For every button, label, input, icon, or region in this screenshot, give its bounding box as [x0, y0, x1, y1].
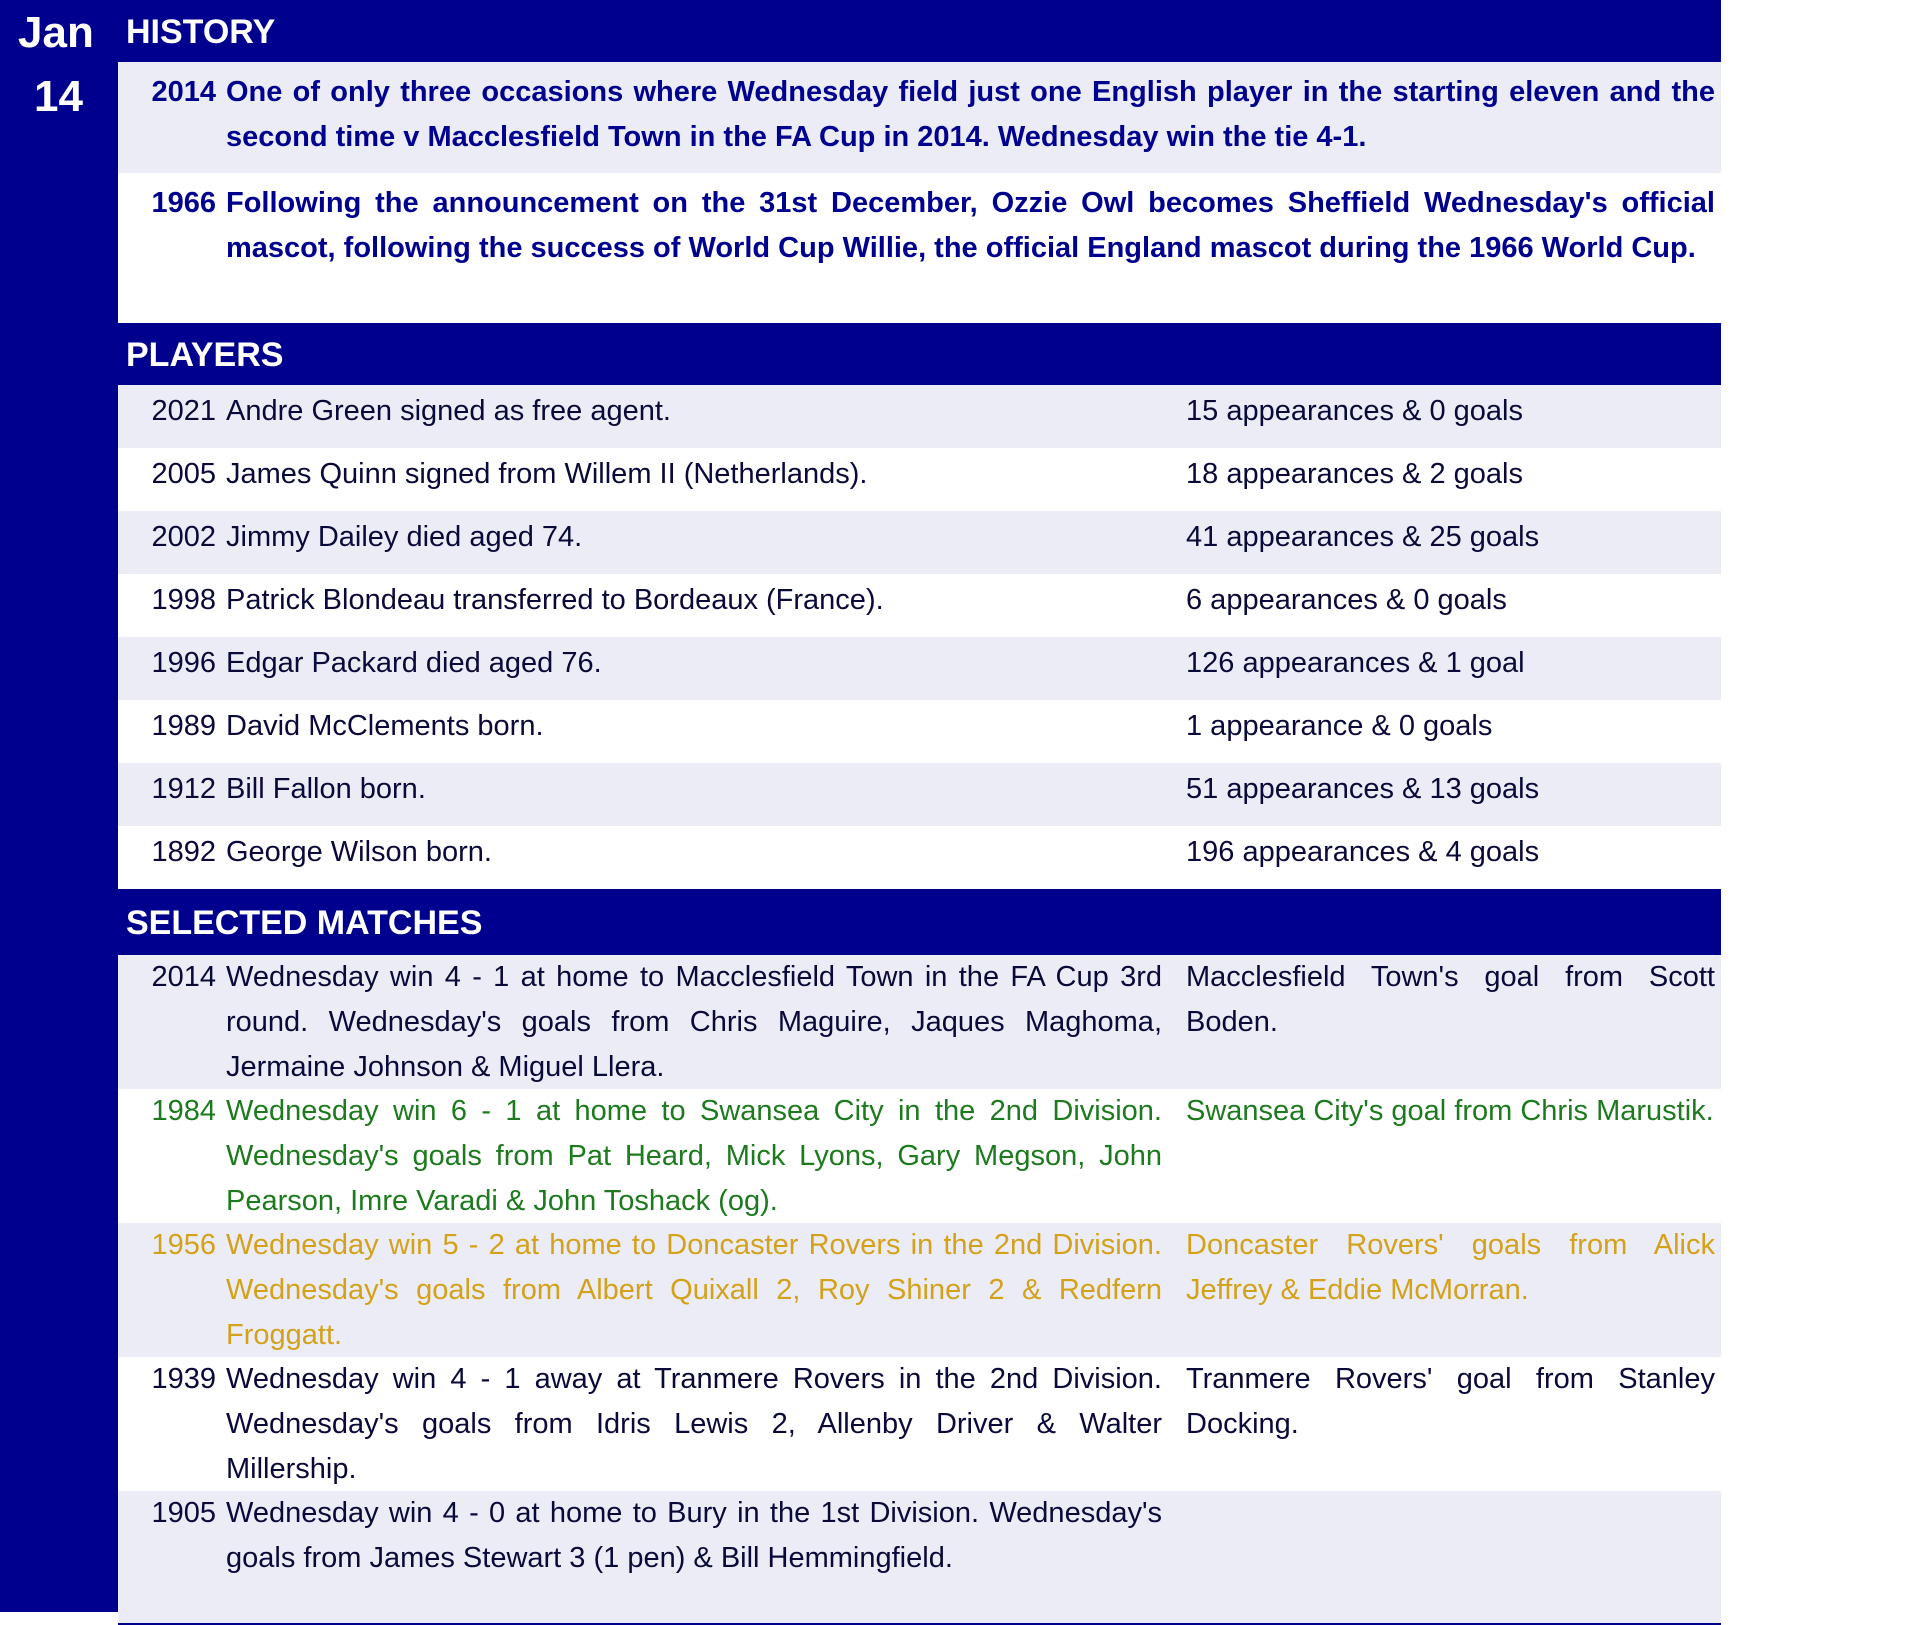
player-stats: 196 appearances & 4 goals [1186, 836, 1540, 868]
player-text: Jimmy Dailey died aged 74. [226, 521, 583, 553]
date-day: 14 [34, 72, 83, 121]
player-row [118, 763, 1721, 826]
history-text: One of only three occasions where Wednesday field just one English player in the starting eleven and the second time v Macclesfield Town in the FA Cup in 2014. Wednesday win the tie 4-1. [226, 76, 1715, 153]
players-header: PLAYERS [118, 323, 1721, 385]
player-row [118, 826, 1721, 889]
match-opponent-scorers: Macclesfield Town's goal from Scott Boden. [1186, 961, 1715, 1038]
date-sidebar [0, 0, 118, 1612]
match-text: Wednesday win 4 - 0 at home to Bury in the 1st Division. Wednesday's goals from James Stewart 3 (1 pen) & Bill Hemmingfield. [226, 1497, 1162, 1574]
match-text: Wednesday win 5 - 2 at home to Doncaster Rovers in the 2nd Division. Wednesday's goals from Albert Quixall 2, Roy Shiner 2 & Redfern Froggatt. [226, 1229, 1162, 1351]
history-year: 2014 [151, 76, 216, 108]
match-text: Wednesday win 4 - 1 at home to Macclesfield Town in the FA Cup 3rd round. Wednesday's goals from Chris Maguire, Jaques Maghoma, Jermaine Johnson & Miguel Llera. [226, 961, 1162, 1083]
player-text: Patrick Blondeau transferred to Bordeaux (France). [226, 584, 884, 616]
history-text: Following the announcement on the 31st December, Ozzie Owl becomes Sheffield Wednesday's official mascot, following the success of World Cup Willie, the official England mascot during the 1966 World Cup. [226, 187, 1715, 264]
match-year: 1956 [151, 1229, 216, 1261]
match-year: 1984 [151, 1095, 216, 1127]
match-row [118, 955, 1721, 1089]
player-text: Andre Green signed as free agent. [226, 395, 671, 427]
player-text: George Wilson born. [226, 836, 492, 868]
player-stats: 1 appearance & 0 goals [1186, 710, 1493, 742]
match-opponent-scorers: Doncaster Rovers' goals from Alick Jeffrey & Eddie McMorran. [1186, 1229, 1715, 1306]
match-opponent-scorers [1186, 1491, 1721, 1623]
match-text: Wednesday win 4 - 1 away at Tranmere Rovers in the 2nd Division. Wednesday's goals from Idris Lewis 2, Allenby Driver & Walter Millership. [226, 1363, 1162, 1485]
player-year: 1998 [151, 584, 216, 616]
match-text: Wednesday win 6 - 1 at home to Swansea City in the 2nd Division. Wednesday's goals from Pat Heard, Mick Lyons, Gary Megson, John Pearson, Imre Varadi & John Toshack (og). [226, 1095, 1162, 1217]
player-year: 1996 [151, 647, 216, 679]
player-row [118, 574, 1721, 637]
player-text: David McClements born. [226, 710, 544, 742]
player-row [118, 700, 1721, 763]
match-year: 1905 [151, 1497, 216, 1529]
matches-header: SELECTED MATCHES [118, 889, 1721, 955]
player-year: 2002 [151, 521, 216, 553]
match-row [118, 1223, 1721, 1357]
player-year: 1989 [151, 710, 216, 742]
history-row [118, 62, 1721, 173]
history-year: 1966 [151, 187, 216, 219]
player-text: Edgar Packard died aged 76. [226, 647, 602, 679]
player-year: 2021 [151, 395, 216, 427]
player-row [118, 385, 1721, 448]
match-year: 2014 [151, 961, 216, 993]
player-row [118, 637, 1721, 700]
match-year: 1939 [151, 1363, 216, 1395]
player-year: 1912 [151, 773, 216, 805]
player-year: 2005 [151, 458, 216, 490]
player-stats: 51 appearances & 13 goals [1186, 773, 1540, 805]
player-text: Bill Fallon born. [226, 773, 426, 805]
history-row [118, 173, 1721, 323]
match-opponent-scorers: Tranmere Rovers' goal from Stanley Docking. [1186, 1363, 1715, 1440]
date-month: Jan [18, 8, 94, 57]
player-stats: 6 appearances & 0 goals [1186, 584, 1507, 616]
content [118, 0, 1721, 1625]
player-row [118, 448, 1721, 511]
player-stats: 15 appearances & 0 goals [1186, 395, 1523, 427]
player-year: 1892 [151, 836, 216, 868]
player-text: James Quinn signed from Willem II (Netherlands). [226, 458, 868, 490]
match-row [118, 1089, 1721, 1223]
match-row [118, 1491, 1721, 1625]
match-opponent-scorers: Swansea City's goal from Chris Marustik. [1186, 1095, 1714, 1127]
player-stats: 41 appearances & 25 goals [1186, 521, 1540, 553]
history-header: HISTORY [118, 0, 1721, 62]
match-row [118, 1357, 1721, 1491]
player-stats: 126 appearances & 1 goal [1186, 647, 1525, 679]
player-stats: 18 appearances & 2 goals [1186, 458, 1523, 490]
player-row [118, 511, 1721, 574]
